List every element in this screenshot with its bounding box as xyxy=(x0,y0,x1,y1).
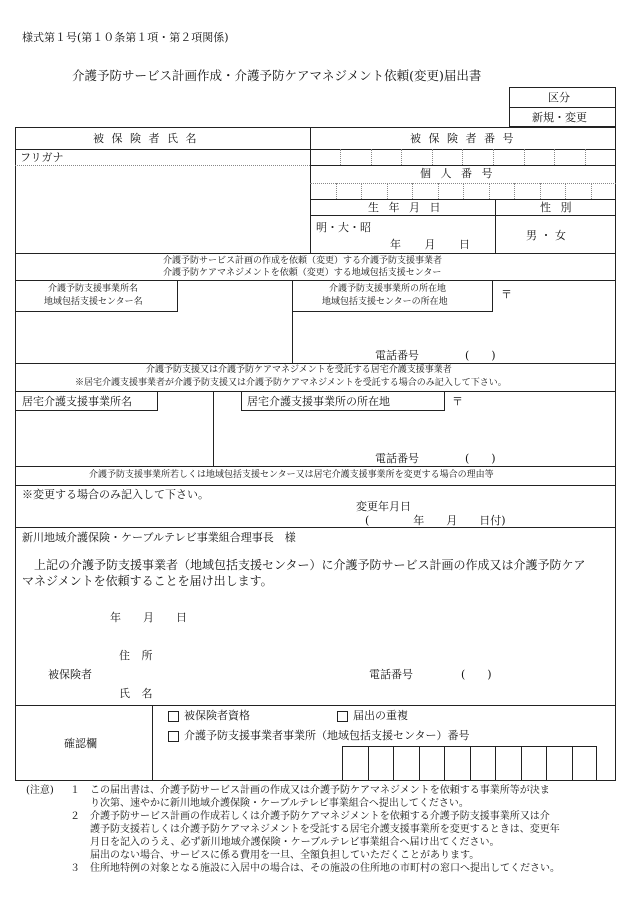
declaration-line-2: マネジメントを依頼することを届け出します。 xyxy=(22,574,273,588)
furigana-label: フリガナ xyxy=(20,151,64,164)
category-value[interactable]: 新規・変更 xyxy=(532,111,587,124)
signature-address-label: 住 所 xyxy=(119,649,157,662)
signature-insured-label: 被保険者 xyxy=(48,668,92,681)
form-number: 様式第１号(第１０条第１項・第２項関係) xyxy=(22,31,229,44)
support-address-label-1: 介護予防支援事業所の所在地 xyxy=(329,284,447,294)
support-address-field[interactable] xyxy=(296,314,614,346)
insured-number-label: 被 保 険 者 番 号 xyxy=(410,132,516,145)
note-2-num: ２ xyxy=(70,811,80,822)
note-1-line-2: り次第、速やかに新川地域介護保険・ケーブルテレビ事業組合へ提出してください。 xyxy=(90,798,469,809)
era-options[interactable]: 明・大・昭 xyxy=(316,221,371,234)
confirmation-label: 確認欄 xyxy=(64,737,97,750)
change-note: ※変更する場合のみ記入して下さい。 xyxy=(22,488,209,501)
note-3-num: ３ xyxy=(70,863,80,874)
support-postal-mark: 〒 xyxy=(501,288,512,301)
care-name-field[interactable] xyxy=(18,414,211,464)
support-heading-1: 介護予防サービス計画の作成を依頼（変更）する介護予防支援事業者 xyxy=(163,256,443,266)
sex-label: 性 別 xyxy=(540,201,575,214)
signature-date[interactable]: 年 月 日 xyxy=(110,611,187,624)
note-3-line-1: 住所地特例の対象となる施設に入居中の場合は、その施設の住所地の市町村の窓口へ提出してください。 xyxy=(90,863,560,874)
support-name-label-1: 介護予防支援事業所名 xyxy=(48,284,139,294)
individual-number-label: 個 人 番 号 xyxy=(420,167,496,180)
support-name-field[interactable] xyxy=(18,314,290,361)
support-phone-label: 電話番号 xyxy=(375,349,419,362)
note-1-line-1: この届出書は、介護予防サービス計画の作成又は介護予防ケアマネジメントを依頼する事業所等が決ま xyxy=(90,785,550,796)
change-date-label: 変更年月日 xyxy=(356,500,411,513)
signature-address-field[interactable] xyxy=(170,646,570,664)
insured-number-field[interactable] xyxy=(310,149,616,165)
check-duplicate[interactable] xyxy=(337,710,408,722)
insured-name-field[interactable] xyxy=(22,168,307,252)
signature-phone-label: 電話番号 xyxy=(369,668,413,681)
care-postal-mark: 〒 xyxy=(452,395,463,408)
support-heading-2: 介護予防ケアマネジメントを依頼（変更）する地域包括支援センター xyxy=(163,268,442,278)
change-date-field[interactable]: ( 年 月 日付) xyxy=(365,514,506,527)
check-office-number[interactable] xyxy=(168,730,470,742)
note-2-line-1: 介護予防サービス計画の作成若しくは介護予防ケアマネジメントを依頼する介護予防支援事業所又は介 xyxy=(90,811,550,822)
signature-name-label: 氏 名 xyxy=(119,687,157,700)
category-label: 区分 xyxy=(548,91,570,104)
birthdate-units: 年 月 日 xyxy=(390,238,470,251)
support-address-label-2: 地域包括支援センターの所在地 xyxy=(322,297,448,307)
note-2-line-2: 護予防支援若しくは介護予防ケアマネジメントを受託する居宅介護支援事業所を変更するときは、変更年 xyxy=(90,824,560,835)
note-2-line-4: 届出のない場合、サービスに係る費用を一旦、全額負担していただくことがあります。 xyxy=(90,850,480,861)
note-2-line-3: 月日を記入のうえ、必ず新川地域介護保険・ケーブルテレビ事業組合へ届け出てください。 xyxy=(90,837,500,848)
addressee: 新川地域介護保険・ケーブルテレビ事業組合理事長 様 xyxy=(22,531,296,544)
care-phone-field[interactable]: ( ) xyxy=(465,452,496,465)
declaration-line-1: 上記の介護予防支援事業者（地域包括支援センター）に介護予防サービス計画の作成又は介護予防ケア xyxy=(22,558,586,572)
care-heading-1: 介護予防支援又は介護予防ケアマネジメントを受託する居宅介護支援事業者 xyxy=(146,365,452,375)
insured-name-label: 被 保 険 者 氏 名 xyxy=(93,132,199,145)
care-address-field[interactable] xyxy=(216,414,614,448)
sex-options[interactable]: 男 ・ 女 xyxy=(526,229,566,242)
check-qualification[interactable] xyxy=(168,710,250,722)
checkbox-icon[interactable] xyxy=(168,731,179,742)
support-phone-field[interactable]: ( ) xyxy=(465,349,496,362)
notes-label: (注意) xyxy=(26,785,54,796)
check-qualification-label: 被保険者資格 xyxy=(184,709,250,722)
check-duplicate-label: 届出の重複 xyxy=(353,709,408,722)
note-1-num: １ xyxy=(70,785,80,796)
signature-phone-field[interactable]: ( ) xyxy=(461,668,492,681)
care-phone-label: 電話番号 xyxy=(375,452,419,465)
checkbox-icon[interactable] xyxy=(168,711,179,722)
change-reason-field[interactable] xyxy=(18,503,348,525)
signature-name-field[interactable] xyxy=(170,684,360,702)
check-office-number-label: 介護予防支援事業者事業所（地域包括支援センター）番号 xyxy=(184,729,470,742)
checkbox-icon[interactable] xyxy=(337,711,348,722)
support-name-label-2: 地域包括支援センター名 xyxy=(44,297,143,307)
care-name-label: 居宅介護支援事業所名 xyxy=(22,395,132,408)
change-reason-heading: 介護予防支援事業所若しくは地域包括支援センター又は居宅介護支援事業所を変更する場合の理由等 xyxy=(89,470,494,480)
birthdate-label: 生 年 月 日 xyxy=(368,201,444,214)
care-address-label: 居宅介護支援事業所の所在地 xyxy=(247,395,390,408)
form-title: 介護予防サービス計画作成・介護予防ケアマネジメント依頼(変更)届出書 xyxy=(72,68,482,83)
care-heading-2: ※居宅介護支援事業者が介護予防支援又は介護予防ケアマネジメントを受託する場合のみ記入して下さい。 xyxy=(75,378,507,388)
